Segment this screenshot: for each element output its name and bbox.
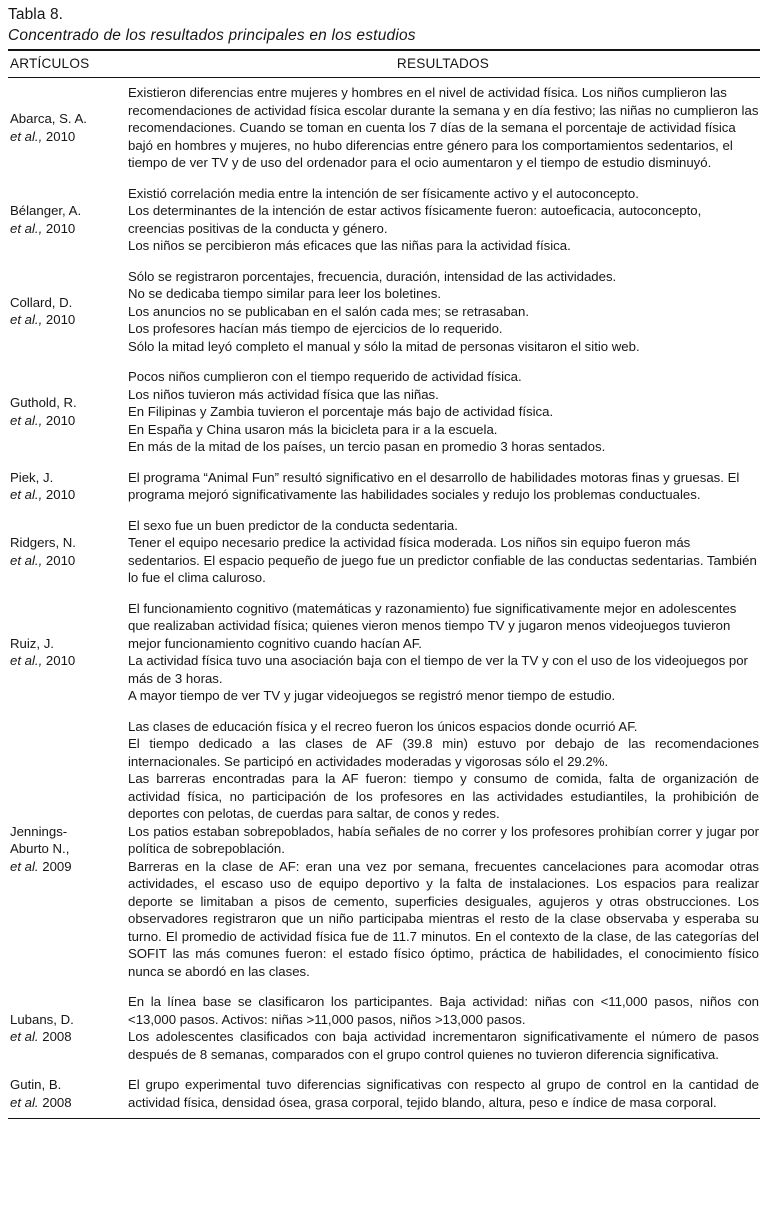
etal-year: 2010	[42, 220, 76, 236]
author-name-line: Jennings-	[10, 823, 68, 839]
article-authors	[8, 511, 128, 594]
result-paragraph: Las barreras encontradas para la AF fueron: tiempo y consumo de comida, falta de organización de actividad física, no participación de los profesores en las actividades estudiantiles, la prohibición de deportes con pelotas, de cuerdas para saltar, de conos y redes.	[128, 771, 759, 821]
result-paragraph: Las clases de educación física y el recreo fueron los únicos espacios donde ocurrió AF.	[128, 718, 638, 734]
result-paragraph: Pocos niños cumplieron con el tiempo requerido de actividad física.	[128, 369, 522, 384]
article-authors	[8, 987, 128, 1070]
author-name-line: Ridgers, N.	[10, 535, 76, 550]
etal-label: et al.	[10, 1029, 39, 1044]
result-paragraph: En Filipinas y Zambia tuvieron el porcentaje más bajo de actividad física.	[128, 404, 554, 419]
author-etal-line	[10, 412, 123, 430]
result-paragraph: El tiempo dedicado a las clases de AF (39.8 min) estuvo por debajo de las recomendaciones internacionales. Se participó en actividades moderadas y vigorosas sólo el 29.2%.	[128, 736, 759, 769]
etal-year: 2010	[42, 653, 76, 668]
author-etal-line	[10, 858, 123, 876]
author-name-line: Guthold, R.	[10, 395, 77, 411]
result-paragraph: Los anuncios no se publicaban en el salón cada mes; se retrasaban.	[128, 303, 530, 319]
table-number-title: Tabla 8.	[8, 6, 64, 23]
result-paragraph: Existió correlación media entre la intención de ser físicamente activo y el autoconcepto.	[128, 185, 639, 201]
result-paragraph: Sólo se registraron porcentajes, frecuencia, duración, intensidad de las actividades.	[128, 268, 617, 284]
article-authors	[8, 262, 128, 363]
article-results	[128, 1070, 760, 1118]
result-paragraph: A mayor tiempo de ver TV y jugar videojuegos se registró menor tiempo de estudio.	[128, 688, 616, 703]
author-name-line: Bélanger, A.	[10, 203, 82, 218]
article-results	[128, 712, 760, 988]
result-paragraph: Los niños se percibieron más eficaces que las niñas para la actividad física.	[128, 238, 571, 253]
article-authors	[8, 594, 128, 712]
result-paragraph: Sólo la mitad leyó completo el manual y sólo la mitad de personas visitaron el sitio web.	[128, 338, 640, 354]
result-paragraph: El programa “Animal Fun” resultó significativo en el desarrollo de habilidades motoras finas y gruesas. El programa mejoró significativamente las habilidades sociales y redujo los problemas conductuales.	[128, 469, 740, 502]
article-results	[128, 987, 760, 1070]
result-paragraph: Los patios estaban sobrepoblados, había señales de no correr y los profesores prohibían correr y jugar por política de sobrepoblación.	[128, 823, 759, 856]
result-paragraph: El funcionamiento cognitivo (matemáticas y razonamiento) fue significativamente mejor en adolescentes que realizaban actividad física; quienes vieron menos tiempo TV y jugaron menos videojuegos tuvieron mejor funcionamiento cognitivo cuando hacían AF.	[128, 600, 737, 651]
author-etal-line	[10, 486, 123, 504]
table-body	[8, 78, 760, 1119]
result-paragraph: Barreras en la clase de AF: eran una vez por semana, frecuentes cancelaciones para acomodar otras actividades, el escaso uso de equipo deportivo y la falta de instalaciones. Los espacios para realizar deporte se limitaban a pisos de cemento, superficies desiguales, agujeros y otras obstrucciones. Los observadores registraron que un niño participaba mientras el resto de la clase observaba y esperaba su turno. El promedio de actividad física fue de 11.7 minutos. En el contexto de la clase, de las categorías del SOFIT las más comunes fueron: el estado físico óptimo, práctica de habilidades, el conocimiento físico nunca se abordó en las clases.	[128, 858, 759, 979]
etal-label: et al.,	[10, 412, 43, 428]
article-results	[128, 362, 760, 463]
article-authors	[8, 712, 128, 988]
etal-label: et al.	[10, 1094, 39, 1110]
result-paragraph: Los adolescentes clasificados con baja actividad incrementaron significativamente el número de pasos después de 8 semanas, comparados con el grupo control quienes no tuvieron diferencia significativa.	[128, 1029, 759, 1062]
table-row	[8, 1070, 760, 1118]
table-subtitle: Concentrado de los resultados principales en los estudios	[8, 27, 416, 44]
author-etal-line	[10, 1094, 123, 1112]
author-name-line: Piek, J.	[10, 469, 54, 485]
author-etal-line	[10, 552, 123, 570]
result-paragraph: Tener el equipo necesario predice la actividad física moderada. Los niños sin equipo fueron más sedentarios. El espacio pequeño de juego fue un predictor confiable de las conductas sedentarias. También lo fue el clima caluroso.	[128, 535, 757, 585]
etal-label: et al.,	[10, 220, 43, 236]
article-authors	[8, 78, 128, 179]
etal-year: 2010	[42, 552, 76, 568]
author-etal-line	[10, 311, 123, 329]
result-paragraph: En España y China usaron más la bicicleta para ir a la escuela.	[128, 421, 498, 437]
result-paragraph: Los profesores hacían más tiempo de ejercicios de lo requerido.	[128, 321, 503, 336]
result-paragraph: Los niños tuvieron más actividad física que las niñas.	[128, 386, 439, 402]
result-paragraph: En más de la mitad de los países, un tercio pasan en promedio 3 horas sentados.	[128, 439, 606, 454]
etal-label: et al.,	[10, 312, 43, 328]
etal-label: et al.	[10, 858, 39, 874]
table-header-row	[8, 51, 760, 78]
etal-label: et al.,	[10, 653, 43, 668]
author-name-line: Abarca, S. A.	[10, 111, 87, 127]
author-name-line: Lubans, D.	[10, 1011, 74, 1027]
table-row	[8, 262, 760, 363]
column-header-articulos: ARTÍCULOS	[10, 56, 90, 71]
article-results	[128, 179, 760, 262]
result-paragraph: El grupo experimental tuvo diferencias significativas con respecto al grupo de control en la cantidad de actividad física, densidad ósea, grasa corporal, tejido blando, altura, peso e índice de masa corporal.	[128, 1077, 759, 1110]
table-row	[8, 463, 760, 511]
etal-year: 2010	[42, 312, 76, 328]
etal-year: 2010	[42, 487, 76, 502]
table-row	[8, 511, 760, 594]
column-header-resultados: RESULTADOS	[396, 56, 490, 71]
table-row	[8, 362, 760, 463]
table-row	[8, 594, 760, 712]
author-name-line: Aburto N.,	[10, 841, 70, 856]
author-etal-line	[10, 128, 123, 146]
etal-year: 2010	[42, 128, 76, 144]
result-paragraph: El sexo fue un buen predictor de la conducta sedentaria.	[128, 517, 458, 533]
article-results	[128, 511, 760, 594]
results-table	[8, 49, 760, 1119]
table-row	[8, 78, 760, 179]
article-authors	[8, 463, 128, 511]
etal-label: et al.,	[10, 487, 43, 502]
result-paragraph: No se dedicaba tiempo similar para leer los boletines.	[128, 286, 441, 301]
result-paragraph: En la línea base se clasificaron los participantes. Baja actividad: niñas con <11,000 pasos, niños con <13,000 pasos. Activos: niñas >11,000 pasos, niños >13,000 pasos.	[128, 994, 759, 1027]
result-paragraph: Los determinantes de la intención de estar activos físicamente fueron: autoeficacia, autoconcepto, creencias positivas de la conducta y género.	[128, 203, 702, 236]
etal-year: 2009	[38, 858, 72, 874]
etal-year: 2008	[38, 1094, 72, 1110]
etal-year: 2010	[42, 412, 76, 428]
article-authors	[8, 1070, 128, 1118]
table-row	[8, 712, 760, 988]
author-etal-line	[10, 220, 123, 238]
result-paragraph: Existieron diferencias entre mujeres y hombres en el nivel de actividad física. Los niños cumplieron las recomendaciones de actividad física escolar durante la semana y en día festivo; las niñas no cumplieron las recomendaciones. Cuando se toman en cuenta los 7 días de la semana el porcentaje de actividad física bajó en hombres y mujeres, no hubo diferencias entre género para los comportamientos sedentarios, el tiempo de ver TV y de uso del ordenador para el ocio aumentaron y el tiempo de estudio disminuyó.	[128, 85, 759, 170]
author-etal-line	[10, 652, 123, 670]
article-results	[128, 594, 760, 712]
article-authors	[8, 362, 128, 463]
article-results	[128, 78, 760, 179]
result-paragraph: La actividad física tuvo una asociación baja con el tiempo de ver la TV y con el uso de los videojuegos por más de 3 horas.	[128, 653, 748, 686]
author-name-line: Gutin, B.	[10, 1077, 62, 1092]
article-results	[128, 262, 760, 363]
author-name-line: Collard, D.	[10, 294, 73, 310]
article-authors	[8, 179, 128, 262]
table-row	[8, 179, 760, 262]
etal-label: et al.,	[10, 552, 43, 568]
author-name-line: Ruiz, J.	[10, 635, 54, 651]
etal-label: et al.,	[10, 128, 43, 144]
etal-year: 2008	[38, 1029, 72, 1044]
author-etal-line	[10, 1028, 123, 1046]
table-row	[8, 987, 760, 1070]
article-results	[128, 463, 760, 511]
